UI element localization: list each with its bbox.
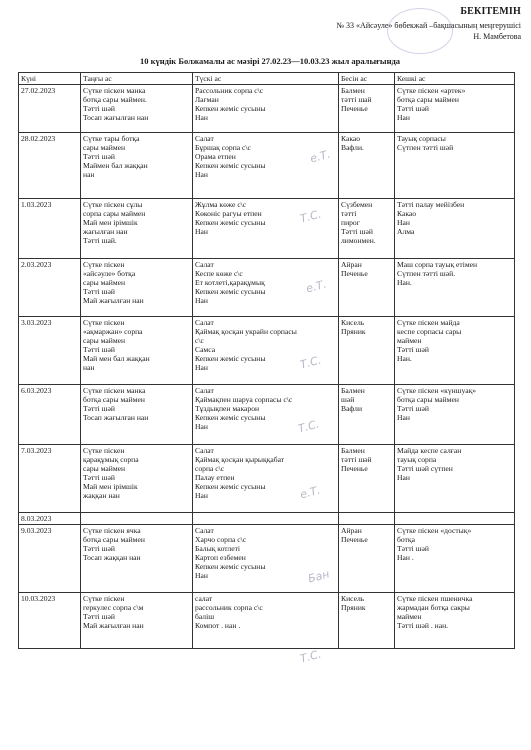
- menu-item-line: Кепкен жеміс сусыны: [195, 482, 266, 491]
- menu-item-line: ботқа сары маймен.: [83, 95, 147, 104]
- menu-item-line: Майда кеспе салған: [397, 446, 462, 455]
- menu-item-line: шәй: [341, 395, 355, 404]
- table-row: [19, 133, 515, 199]
- snack-cell: [339, 199, 395, 259]
- menu-item-line: Сүтке піскен манка: [83, 86, 146, 95]
- date-cell: 7.03.2023: [19, 445, 81, 513]
- menu-item-line: Тәтті шәй: [83, 287, 115, 296]
- table-row: [19, 513, 515, 525]
- menu-item-line: Май жағылған нан: [83, 296, 144, 305]
- menu-item-line: Нан: [195, 571, 208, 580]
- menu-item-line: Кепкен жеміс сусыны: [195, 287, 266, 296]
- signature-mark: Т.С.: [296, 417, 321, 436]
- breakfast-cell: [81, 317, 193, 385]
- menu-item-line: маймен: [397, 336, 422, 345]
- snack-cell: [339, 85, 395, 133]
- menu-item-line: ботқа сары маймен: [83, 395, 145, 404]
- dinner-cell: [395, 513, 515, 525]
- menu-item-line: Нан: [195, 422, 208, 431]
- breakfast-cell: [81, 525, 193, 593]
- menu-item-line: Қаймақпен шаруа сорпасы с\с: [195, 395, 293, 404]
- menu-item-line: тәтті: [341, 209, 357, 218]
- dinner-cell: [395, 199, 515, 259]
- signature-mark: Т.С.: [298, 647, 323, 666]
- menu-item-line: Печенье: [341, 104, 368, 113]
- menu-item-line: Тәтті шәй: [83, 473, 115, 482]
- dinner-cell: [395, 317, 515, 385]
- menu-item-line: Нан: [397, 113, 410, 122]
- menu-item-line: Тауық сорпасы: [397, 134, 446, 143]
- menu-item-line: Тәтті шәй: [397, 404, 429, 413]
- menu-item-line: Салат: [195, 526, 214, 535]
- menu-item-line: пирог: [341, 218, 360, 227]
- dinner-cell: [395, 259, 515, 317]
- signature-mark: Т.С.: [298, 207, 323, 226]
- menu-item-line: Май мен ірімшік: [83, 482, 138, 491]
- menu-item-line: Балмен: [341, 86, 365, 95]
- snack-cell: [339, 133, 395, 199]
- menu-item-line: Кепкен жеміс сусыны: [195, 354, 266, 363]
- menu-item-line: Сүтке піскен манка: [83, 386, 146, 395]
- menu-item-line: Сүтке піскен: [83, 318, 125, 327]
- date-cell: 10.03.2023: [19, 593, 81, 649]
- menu-item-line: Кеспе көже с\с: [195, 269, 243, 278]
- lunch-cell: [193, 513, 339, 525]
- menu-item-line: «айсәуле» ботқа: [83, 269, 136, 278]
- menu-item-line: Вафли.: [341, 143, 364, 152]
- signature-mark: е.Т.: [308, 147, 332, 166]
- snack-cell: [339, 593, 395, 649]
- menu-item-line: Тәтті шәй: [397, 544, 429, 553]
- menu-item-line: Тәтті шәй: [83, 104, 115, 113]
- dinner-cell: [395, 385, 515, 445]
- dinner-cell: [395, 85, 515, 133]
- breakfast-cell: [81, 593, 193, 649]
- approval-block: [336, 20, 521, 42]
- column-header-date: Күні: [19, 73, 81, 85]
- menu-item-line: Сүтке піскен ячка: [83, 526, 141, 535]
- menu-item-line: Пряник: [341, 327, 366, 336]
- table-row: [19, 317, 515, 385]
- menu-item-line: ботқа сары маймен: [397, 395, 459, 404]
- column-header-snack: Бесін ас: [339, 73, 395, 85]
- date-cell: 3.03.2023: [19, 317, 81, 385]
- menu-item-line: геркулес сорпа с\м: [83, 603, 144, 612]
- menu-item-line: Ет котлеті,қарақұмық: [195, 278, 265, 287]
- menu-item-line: Сүзбемен: [341, 200, 373, 209]
- menu-item-line: Тәтті шәй: [397, 104, 429, 113]
- menu-item-line: Сүтке піскен пшеничка: [397, 594, 473, 603]
- menu-item-line: Сүтке піскен: [83, 260, 125, 269]
- menu-item-line: Кепкен жеміс сусыны: [195, 562, 266, 571]
- snack-cell: [339, 513, 395, 525]
- lunch-cell: [193, 385, 339, 445]
- menu-item-line: Какао: [341, 134, 361, 143]
- breakfast-cell: [81, 85, 193, 133]
- menu-item-line: Печенье: [341, 464, 368, 473]
- menu-item-line: Тәтті шәй: [397, 345, 429, 354]
- menu-item-line: Тәтті шай.: [83, 236, 117, 245]
- breakfast-cell: [81, 445, 193, 513]
- approval-position: № 33 «Айсәуле» бөбекжай –бақшасының меңгерушісі: [336, 21, 521, 30]
- menu-item-line: Сүтпен тәтті шәй: [397, 143, 454, 152]
- menu-item-line: сары маймен: [83, 143, 126, 152]
- date-cell: 28.02.2023: [19, 133, 81, 199]
- menu-item-line: Тосап жағылған нан: [83, 113, 149, 122]
- menu-item-line: ботқа сары маймен: [83, 535, 145, 544]
- menu-item-line: ботқа сары маймен: [397, 95, 459, 104]
- menu-item-line: маймен: [397, 612, 422, 621]
- menu-item-line: лимонмен.: [341, 236, 376, 245]
- menu-item-line: Тәтті шәй: [83, 152, 115, 161]
- lunch-cell: [193, 133, 339, 199]
- menu-item-line: Нан.: [397, 278, 412, 287]
- date-cell: 6.03.2023: [19, 385, 81, 445]
- menu-item-line: жаққан нан: [83, 491, 120, 500]
- date-cell: 1.03.2023: [19, 199, 81, 259]
- document-title: 10 күндік Болжамалы ас мәзірі 27.02.23—10.03.23 жыл аралығында: [139, 56, 401, 66]
- menu-item-line: Тәтті шәй сүтпен: [397, 464, 453, 473]
- menu-item-line: Балық котлеті: [195, 544, 240, 553]
- menu-item-line: балiш: [195, 612, 215, 621]
- signature-mark: Т.С.: [298, 353, 323, 372]
- menu-item-line: Салат: [195, 318, 214, 327]
- menu-item-line: салат: [195, 594, 213, 603]
- menu-item-line: Нан: [195, 227, 208, 236]
- signature-mark: Бан: [306, 567, 331, 586]
- menu-item-line: Тосап жаққан нан: [83, 553, 141, 562]
- menu-item-line: Май мен бал жаққан: [83, 354, 150, 363]
- menu-item-line: тәтті шәй: [341, 455, 372, 464]
- menu-item-line: тәтті шай: [341, 95, 372, 104]
- menu-item-line: Май жағылған нан: [83, 621, 144, 630]
- breakfast-cell: [81, 259, 193, 317]
- menu-item-line: Кепкен жеміс сусыны: [195, 413, 266, 422]
- approval-name: Н. Мамбетова: [473, 32, 521, 41]
- signature-mark: е.Т.: [304, 277, 328, 296]
- breakfast-cell: [81, 133, 193, 199]
- table-row: [19, 445, 515, 513]
- menu-item-line: Орама етпен: [195, 152, 236, 161]
- menu-item-line: Тәтті шәй: [83, 404, 115, 413]
- snack-cell: [339, 259, 395, 317]
- menu-item-line: Лағман: [195, 95, 219, 104]
- menu-item-line: Тұздықпен макарон: [195, 404, 260, 413]
- menu-item-line: Май мен ірімшік: [83, 218, 138, 227]
- breakfast-cell: [81, 385, 193, 445]
- snack-cell: [339, 445, 395, 513]
- menu-item-line: жағылған нан: [83, 227, 128, 236]
- menu-item-line: Кепкен жеміс сусыны: [195, 104, 266, 113]
- table-row: [19, 385, 515, 445]
- dinner-cell: [395, 525, 515, 593]
- column-header-lunch: Түскі ас: [193, 73, 339, 85]
- date-cell: 9.03.2023: [19, 525, 81, 593]
- menu-item-line: Сүтке піскен майда: [397, 318, 460, 327]
- menu-item-line: Нан: [195, 363, 208, 372]
- menu-item-line: сары маймен: [83, 464, 126, 473]
- lunch-cell: [193, 445, 339, 513]
- menu-table: [18, 72, 515, 649]
- menu-item-line: Тәтті шәй . нан.: [397, 621, 449, 630]
- menu-item-line: Сүтпен тәтті шәй.: [397, 269, 456, 278]
- menu-item-line: Салат: [195, 260, 214, 269]
- menu-item-line: Какао: [397, 209, 417, 218]
- lunch-cell: [193, 593, 339, 649]
- menu-item-line: нан: [83, 170, 95, 179]
- snack-cell: [339, 385, 395, 445]
- dinner-cell: [395, 593, 515, 649]
- menu-item-line: Қаймақ қосқан украйн сорпасы: [195, 327, 297, 336]
- menu-item-line: Самса: [195, 345, 216, 354]
- date-cell: 2.03.2023: [19, 259, 81, 317]
- menu-item-line: Печенье: [341, 269, 368, 278]
- menu-item-line: Айран: [341, 260, 362, 269]
- menu-item-line: Бұршақ сорпа с\с: [195, 143, 251, 152]
- menu-item-line: тауық сорпа: [397, 455, 437, 464]
- menu-item-line: Печенье: [341, 535, 368, 544]
- menu-item-line: қарақұмық сорпа: [83, 455, 139, 464]
- menu-item-line: Сүтке піскен «артек»: [397, 86, 466, 95]
- menu-item-line: Нан.: [397, 354, 412, 363]
- menu-item-line: Алма: [397, 227, 415, 236]
- menu-item-line: Сүтке піскен: [83, 594, 125, 603]
- menu-item-line: Нан: [195, 170, 208, 179]
- breakfast-cell: [81, 513, 193, 525]
- table-row: [19, 199, 515, 259]
- menu-item-line: Нан: [397, 473, 410, 482]
- menu-item-line: Сүтке тары ботқа: [83, 134, 140, 143]
- menu-item-line: Айран: [341, 526, 362, 535]
- menu-item-line: Нан .: [397, 553, 414, 562]
- lunch-cell: [193, 317, 339, 385]
- menu-item-line: Пряник: [341, 603, 366, 612]
- menu-item-line: Вафли: [341, 404, 363, 413]
- table-row: [19, 525, 515, 593]
- menu-item-line: сары маймен: [83, 336, 126, 345]
- menu-item-line: нан: [83, 363, 95, 372]
- menu-item-line: Харчо сорпа с\с: [195, 535, 247, 544]
- menu-item-line: Нан: [195, 296, 208, 305]
- menu-item-line: Балмен: [341, 386, 365, 395]
- snack-cell: [339, 317, 395, 385]
- menu-item-line: Кепкен жеміс сусыны: [195, 161, 266, 170]
- menu-item-line: Тәтті палау мейізбен: [397, 200, 465, 209]
- menu-item-line: рассольник сорпа с\с: [195, 603, 263, 612]
- menu-item-line: с\с: [195, 336, 204, 345]
- menu-item-line: Жұлма көже с\с: [195, 200, 247, 209]
- approval-title: БЕКІТЕМІН: [460, 6, 521, 17]
- menu-item-line: сорпа с\с: [195, 464, 225, 473]
- date-cell: 8.03.2023: [19, 513, 81, 525]
- menu-item-line: Балмен: [341, 446, 365, 455]
- menu-item-line: «ақмаржан» сорпа: [83, 327, 143, 336]
- column-header-breakfast: Таңғы ас: [81, 73, 193, 85]
- lunch-cell: [193, 85, 339, 133]
- menu-item-line: Маш сорпа тауық етімен: [397, 260, 478, 269]
- table-header-row: [19, 73, 515, 85]
- breakfast-cell: [81, 199, 193, 259]
- menu-item-line: ботқа: [397, 535, 415, 544]
- snack-cell: [339, 525, 395, 593]
- table-row: [19, 259, 515, 317]
- menu-item-line: Тәтті шәй: [83, 612, 115, 621]
- menu-item-line: Сүтке піскен: [83, 446, 125, 455]
- menu-item-line: Компот . нан .: [195, 621, 241, 630]
- menu-item-line: Кепкен жеміс сусыны: [195, 218, 266, 227]
- menu-item-line: Нан: [195, 113, 208, 122]
- menu-item-line: Нан: [397, 218, 410, 227]
- menu-item-line: Сүтке піскен «достық»: [397, 526, 472, 535]
- menu-item-line: Тәтті шәй: [83, 345, 115, 354]
- menu-item-line: Картоп езбемен: [195, 553, 246, 562]
- column-header-dinner: Кешкі ас: [395, 73, 515, 85]
- menu-item-line: Кисель: [341, 594, 365, 603]
- menu-item-line: Қаймақ қосқан қырыққабат: [195, 455, 285, 464]
- menu-item-line: Тәтті шәй: [83, 544, 115, 553]
- menu-item-line: Салат: [195, 134, 214, 143]
- menu-item-line: кеспе сорпасы сары: [397, 327, 462, 336]
- menu-item-line: Салат: [195, 446, 214, 455]
- menu-item-line: Салат: [195, 386, 214, 395]
- menu-item-line: Сүтке піскен «күншуақ»: [397, 386, 477, 395]
- menu-item-line: Рассольник сорпа с\с: [195, 86, 264, 95]
- menu-item-line: Палау етпен: [195, 473, 235, 482]
- menu-item-line: Тәтті шәй: [341, 227, 373, 236]
- menu-item-line: Нан: [195, 491, 208, 500]
- menu-item-line: Тосап жағылған нан: [83, 413, 149, 422]
- dinner-cell: [395, 133, 515, 199]
- menu-item-line: сорпа сары маймен: [83, 209, 146, 218]
- menu-item-line: Кисель: [341, 318, 365, 327]
- menu-item-line: Сүтке піскен сұлы: [83, 200, 143, 209]
- menu-item-line: сары маймен: [83, 278, 126, 287]
- table-row: [19, 593, 515, 649]
- menu-item-line: Нан: [397, 413, 410, 422]
- table-row: [19, 85, 515, 133]
- menu-item-line: Көконіс рагуы етпен: [195, 209, 262, 218]
- menu-item-line: Маймен бал жаққан: [83, 161, 148, 170]
- date-cell: 27.02.2023: [19, 85, 81, 133]
- signature-mark: е.Т.: [298, 483, 322, 502]
- dinner-cell: [395, 445, 515, 513]
- menu-item-line: жармадан ботқа сакры: [397, 603, 470, 612]
